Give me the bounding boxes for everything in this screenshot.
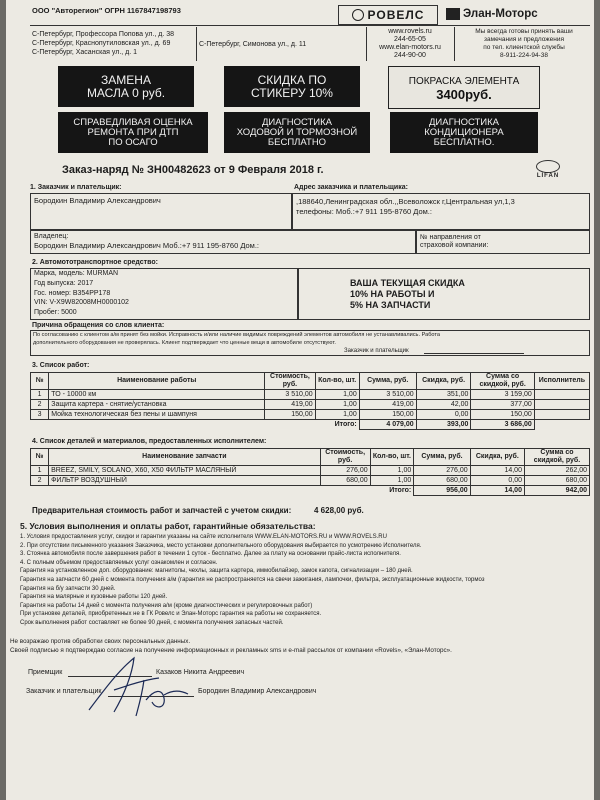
promo-painting (388, 66, 540, 109)
consent-line: Не возражаю против обработки своих персональных данных. (10, 638, 191, 645)
address-line-3: С-Петербург, Хасанская ул., д. 1 (32, 49, 138, 56)
cell (534, 420, 589, 430)
promo-text: БЕСПЛАТНО (267, 136, 327, 148)
vehicle-vin: VIN: V-X9W82008MH0000102 (34, 299, 129, 306)
cell: 1,00 (315, 390, 359, 400)
table-header-row (31, 449, 590, 466)
cell: 42,00 (416, 400, 471, 410)
rovels-logo-text: РОВЕЛС (367, 8, 425, 22)
cell: 3 (31, 410, 49, 420)
discount-line: ВАША ТЕКУЩАЯ СКИДКА (350, 278, 465, 288)
signature-line (424, 353, 524, 354)
customer-sign-name: Бородкин Владимир Александрович (198, 688, 317, 695)
terms-list (20, 533, 484, 628)
owner-label: Владелец: (34, 233, 69, 240)
terms-line: 1. Условия предоставления услуг, скидки и гарантии указаны на сайте исполнителя WWW.ELAN-MOTORS.RU и WWW.ROVELS.RU (20, 534, 387, 540)
insurer-label: страховой компании: (420, 242, 489, 249)
cell: 276,00 (414, 466, 470, 476)
feedback-line-2: замечания и предложения (484, 36, 564, 43)
promo-text: СПРАВЕДЛИВАЯ ОЦЕНКА (73, 116, 193, 128)
terms-line: Срок выполнения работ составляет не более 90 дней, с момента получения запасных частей. (20, 619, 284, 626)
phone-rovels: 244-65-05 (394, 36, 426, 43)
promo-text: КОНДИЦИОНЕРА (424, 126, 504, 138)
address-line-1: С-Петербург, Профессора Попова ул., д. 38 (32, 31, 175, 38)
company-name: ООО "Авторегион" ОГРН 1167847198793 (32, 6, 181, 15)
promo-text: ПО ОСАГО (108, 136, 158, 148)
promo-sticker-discount (224, 66, 360, 107)
order-title: Заказ-наряд № ЗН00482623 от 9 Февраля 2018 г. (62, 164, 324, 176)
elan-motors-logo (446, 5, 594, 23)
terms-line: Гарантия на б/у запчасти 30 дней. (20, 585, 116, 592)
customer-name: Бородкин Владимир Александрович (34, 196, 161, 205)
cell: 2 (31, 400, 49, 410)
phone-elan: 244-90-00 (394, 52, 426, 59)
section5-heading: 5. Условия выполнения и оплаты работ, гарантийные обязательства: (20, 521, 316, 531)
table-total-row (31, 486, 590, 496)
cell: 419,00 (359, 400, 416, 410)
preliminary-label: Предварительная стоимость работ и запчастей с учетом скидки: (32, 506, 292, 515)
reason-heading: Причина обращения со слов клиента: (32, 322, 165, 329)
cell: 1,00 (315, 410, 359, 420)
total-discount: 393,00 (416, 420, 471, 430)
discount-line: 5% НА ЗАПЧАСТИ (350, 300, 431, 310)
elan-logo-text: Элан-Моторс (463, 8, 538, 20)
promo-text: ПОКРАСКА ЭЛЕМЕНТА (408, 75, 520, 87)
col-header: Сумма со скидкой, руб. (524, 449, 589, 466)
parts-heading: 4. Список деталей и материалов, предоставленных исполнителем: (32, 438, 267, 445)
col-header: Исполнитель (534, 373, 589, 390)
elan-emblem-icon (446, 8, 460, 20)
col-header: Стоимость, руб. (265, 373, 315, 390)
total-final: 942,00 (524, 486, 589, 496)
terms-line: Гарантия на малярные и кузовные работы 120 дней. (20, 594, 168, 601)
vehicle-mileage: Пробег: 5000 (34, 309, 77, 316)
col-header: Кол-во, шт. (370, 449, 414, 466)
cell: 150,00 (471, 410, 534, 420)
total-label: Итого: (389, 487, 412, 495)
cell: 150,00 (265, 410, 315, 420)
promo-oil-change (58, 66, 194, 107)
insurer-label: № направления от (420, 234, 481, 241)
cell: BREEZ, SMILY, SOLANO, X60, X50 ФИЛЬТР МАСЛЯНЫЙ (49, 466, 321, 476)
col-header: Наименование работы (49, 373, 265, 390)
rovels-logo (338, 5, 438, 25)
promo-ac-diagnostics (390, 112, 538, 153)
cell (534, 390, 589, 400)
promo-text: ХОДОВОЙ И ТОРМОЗНОЙ (236, 126, 358, 138)
site-elan: www.elan-motors.ru (379, 44, 441, 51)
col-header: Скидка, руб. (416, 373, 471, 390)
cell: 1,00 (370, 466, 414, 476)
cell (534, 410, 589, 420)
terms-line: Гарантия на работы 14 дней с момента получения а/м (кроме диагностических и регулировочных работ) (20, 602, 313, 609)
promo-osago-estimate (58, 112, 208, 153)
cell: 276,00 (320, 466, 370, 476)
section2-heading: 2. Автомототранспортное средство: (32, 259, 158, 266)
promo-text: СТИКЕРУ 10% (251, 85, 333, 100)
current-discount (350, 278, 465, 311)
promo-text: ЗАМЕНА (101, 72, 151, 87)
total-label: Итого: (334, 421, 357, 429)
handwritten-signature (84, 650, 194, 720)
promo-chassis-diagnostics (224, 112, 370, 153)
col-header: Стоимость, руб. (320, 449, 370, 466)
order-document (6, 0, 594, 800)
cell: 377,00 (471, 400, 534, 410)
promo-text: РЕМОНТА ПРИ ДТП (87, 126, 179, 138)
cell: Мойка технологическая без пены и шампуня (49, 410, 265, 420)
cell (31, 420, 49, 430)
cell (31, 486, 49, 496)
terms-line: 4. С полным объемом предоставляемых услуг ознакомлен и согласен. (20, 559, 218, 566)
section1-heading: 1. Заказчик и плательщик: (30, 184, 122, 191)
cell: 680,00 (320, 476, 370, 486)
header-separator (454, 27, 455, 61)
col-header: № (31, 449, 49, 466)
preliminary-value: 4 628,00 руб. (314, 506, 364, 515)
terms-line: 3. Стоянка автомобиля после завершения работ в течении 1 суток - бесплатно. Далее за плату на основании прайс-листа исполнителя. (20, 551, 401, 558)
table-row (31, 476, 590, 486)
reason-text: дополнительного оборудования не проверялась. Клиент подтверждает что ценные вещи в автомобиле отсутствуют. (33, 340, 336, 346)
terms-line: При установке деталей, приобретенных не в ГК Ровелс и Элан-Моторс гарантия на работы не сохраняется. (20, 611, 322, 618)
cell: 680,00 (524, 476, 589, 486)
cell: ТО - 10000 км (49, 390, 265, 400)
cell: Защита картера - снятие/установка (49, 400, 265, 410)
promo-text: МАСЛА 0 руб. (86, 85, 166, 100)
promo-text: ДИАГНОСТИКА (428, 116, 500, 128)
lifan-logo-text: LIFAN (536, 173, 560, 179)
col-header: № (31, 373, 49, 390)
promo-text: БЕСПЛАТНО. (433, 136, 495, 148)
cell: ФИЛЬТР ВОЗДУШНЫЙ (49, 476, 321, 486)
header-separator (196, 27, 197, 61)
total-sum: 4 079,00 (359, 420, 416, 430)
cell: 0,00 (470, 476, 524, 486)
terms-line: Гарантия на установленное доп. оборудование: магнитолы, чехлы, защита картера, иммобилайзер, замок капота, сигнализации – 180 дней. (20, 568, 413, 575)
col-header: Сумма, руб. (359, 373, 416, 390)
feedback-phone: 8-911-224-94-38 (500, 52, 548, 59)
receiver-label: Приемщик (28, 669, 63, 676)
vehicle-plate: Гос. номер: В354РР178 (34, 290, 111, 297)
reason-text: По согласованию с клиентом а/м принят без мойки. Исправность и/или наличие видимых повреждений элементов автомобиля не устанавливались. Работа (33, 332, 441, 338)
total-final: 3 686,00 (471, 420, 534, 430)
table-total-row (31, 420, 590, 430)
cell: 680,00 (414, 476, 470, 486)
cell: 351,00 (416, 390, 471, 400)
vehicle-model: Марка, модель: MURMAN (34, 270, 119, 277)
cell: 1,00 (370, 476, 414, 486)
total-sum: 956,00 (414, 486, 470, 496)
col-header: Сумма со скидкой, руб. (471, 373, 534, 390)
table-row (31, 466, 590, 476)
works-table (30, 372, 590, 430)
reason-sign-label: Заказчик и плательщик (344, 348, 409, 354)
site-rovels: www.rovels.ru (388, 28, 432, 35)
customer-address: ,188640,Ленинградская обл.,,Всеволожск г,Центральная ул,1,3 (296, 197, 515, 206)
table-header-row (31, 373, 590, 390)
header-divider (30, 25, 590, 26)
cell: 1 (31, 466, 49, 476)
cell (534, 400, 589, 410)
cell: 3 510,00 (265, 390, 315, 400)
customer-sign-label: Заказчик и плательщик (26, 688, 102, 695)
feedback-line-3: по тел. клиентской службы (483, 44, 565, 51)
total-discount: 14,00 (470, 486, 524, 496)
cell: 3 510,00 (359, 390, 416, 400)
cell: 0,00 (416, 410, 471, 420)
owner-name: Бородкин Владимир Александрович Моб.:+7 911 195-8760 Дом.: (34, 241, 259, 250)
address-line-2: С-Петербург, Краснопутиловская ул., д. 69 (32, 40, 171, 47)
terms-line: Гарантия на запчасти 60 дней с момента получения а/м (гарантия не распространяется на свечи зажигания, лампочки, фильтра, эксплуатационные жидкости, тормоз (20, 576, 485, 583)
terms-line: 2. При отсутствии письменного указания Заказчика, место установки дополнительного оборудования выбирается по усмотрению Исполнителя. (20, 542, 422, 549)
cell: 1,00 (315, 400, 359, 410)
header-separator (366, 27, 367, 61)
vehicle-year: Год выпуска: 2017 (34, 280, 94, 287)
cell: 419,00 (265, 400, 315, 410)
parts-table (30, 448, 590, 496)
col-header: Кол-во, шт. (315, 373, 359, 390)
cell: 262,00 (524, 466, 589, 476)
address-label: Адрес заказчика и плательщика: (294, 184, 408, 191)
lifan-emblem-icon (536, 160, 560, 173)
promo-text: СКИДКА ПО (257, 72, 327, 87)
col-header: Наименование запчасти (49, 449, 321, 466)
cell: 3 159,00 (471, 390, 534, 400)
cell: 2 (31, 476, 49, 486)
discount-line: 10% НА РАБОТЫ И (350, 289, 435, 299)
cell: 14,00 (470, 466, 524, 476)
cell: 1 (31, 390, 49, 400)
rovels-emblem-icon (352, 9, 364, 21)
lifan-logo (528, 160, 568, 179)
works-heading: 3. Список работ: (32, 362, 90, 369)
promo-text: 3400руб. (436, 86, 492, 102)
feedback-line-1: Мы всегда готовы принять ваши (475, 28, 573, 35)
cell: 150,00 (359, 410, 416, 420)
address-line-4: С-Петербург, Симонова ул., д. 11 (199, 41, 307, 48)
table-row (31, 400, 590, 410)
col-header: Скидка, руб. (470, 449, 524, 466)
table-row (31, 410, 590, 420)
consent-line: Своей подписью я подтверждаю согласие на получение информационных и рекламных sms и e-mail рассылок от компании «Rovels», «Элан-Моторс». (10, 647, 452, 654)
table-row (31, 390, 590, 400)
col-header: Сумма, руб. (414, 449, 470, 466)
promo-text: ДИАГНОСТИКА (261, 116, 333, 128)
receiver-name: Казаков Никита Андреевич (156, 669, 245, 676)
customer-phones: телефоны: Моб.:+7 911 195-8760 Дом.: (296, 207, 432, 216)
